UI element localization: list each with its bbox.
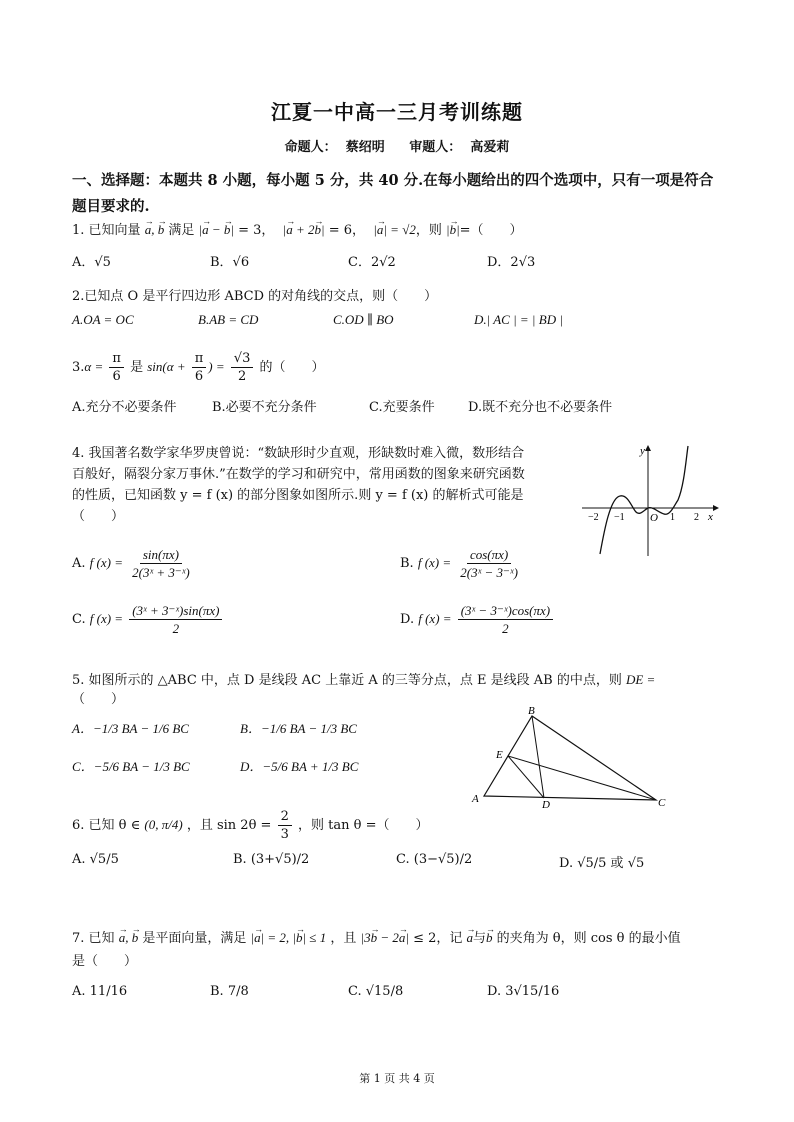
y-axis-label: y [640, 445, 645, 457]
q6-option-a[interactable]: A. √5/5 [72, 852, 119, 867]
question-1-stem: 1. 已知向量 → a, → b 满足 |→ a − → b| = 3， |→ a + 2→ b| = 6， |→ a| = √2，则 |→ b|=（ ） [72, 220, 523, 241]
q7-option-b[interactable]: B. 7/8 [210, 984, 249, 999]
q7-option-a[interactable]: A. 11/16 [72, 984, 128, 999]
page-title: 江夏一中高一三月考训练题 [271, 100, 523, 124]
q1-option-c[interactable]: C．2√2 [348, 255, 396, 270]
q4-line-1: 4. 我国著名数学家华罗庚曾说：“数缺形时少直观，形缺数时难入微，数形结合 [72, 446, 525, 461]
q5-option-d[interactable]: D．−5/6 BA + 1/3 BC [240, 759, 359, 774]
q2-option-b[interactable]: B.AB = CD [198, 312, 259, 327]
question-3-stem: 3.α = $\frac{\pi}{6}$ 是 sin(α + $\frac{\pi}{6}$ ) = $\frac{√3}{2}$ 的（ ） [72, 351, 325, 384]
tick-2: 2 [694, 512, 699, 523]
tick-neg1: −1 [614, 512, 625, 523]
q6-option-c[interactable]: C. (3−√5)/2 [396, 852, 473, 867]
q1-option-a[interactable]: A．√5 [72, 255, 111, 270]
q2-option-c[interactable]: C.OD ∥ BO [333, 312, 394, 327]
q5-line-2: （ ） [72, 692, 125, 707]
reviewer: 审题人： 高爱莉 [409, 140, 510, 155]
q4-line-3: 的性质，已知函数 y = f (x) 的部分图象如图所示.则 y = f (x) 的解析式可能是 [72, 488, 524, 503]
q7-option-d[interactable]: D. 3√15/16 [487, 984, 560, 999]
q6-option-d[interactable]: D. √5/5 或 √5 [559, 856, 645, 871]
q3-option-c[interactable]: C.充要条件 [369, 400, 435, 415]
segment-ec [508, 756, 656, 800]
q3-option-a[interactable]: A.充分不必要条件 [72, 400, 177, 415]
tick-neg2: −2 [588, 512, 599, 523]
question-2-stem: 2.已知点 O 是平行四边形 ABCD 的对角线的交点，则（ ） [72, 289, 438, 304]
function-curve [600, 446, 688, 554]
origin-label: O [650, 512, 658, 524]
q7-line-1: 7. 已知 → a, → b 是平面向量，满足 |→ a| = 2, |→ b| ≤ 1 ，且 |3→ b − 2→ a| ≤ 2，记 → a与→ b 的夹角为 θ，则 cos θ 的最小值 [72, 928, 681, 949]
q4-function-graph [578, 440, 726, 562]
q3-option-d[interactable]: D.既不充分也不必要条件 [468, 400, 613, 415]
point-e-label: E [496, 749, 503, 761]
q4-option-d[interactable]: D. f (x) = $\frac{\text{(3ˣ − 3⁻ˣ)cos(πx)}}{2}$ [400, 602, 555, 637]
q5-triangle-figure [470, 706, 670, 810]
q7-option-c[interactable]: C. √15/8 [348, 984, 404, 999]
q4-option-a[interactable]: A. f (x) = $\frac{\sin(\pi x)}{\text{2(3ˣ + 3⁻ˣ)}}$ [72, 547, 190, 580]
question-6-stem: 6. 已知 θ ∈ (0, π/4) ，且 sin 2θ = $\frac{2}{3}$ ，则 tan θ =（ ） [72, 809, 429, 842]
q5-line-1: 5. 如图所示的 △ABC 中，点 D 是线段 AC 上靠近 A 的三等分点，点 E 是线段 AB 的中点，则 DE = [72, 672, 656, 688]
setter: 命题人： 蔡绍明 [284, 140, 385, 155]
q2-option-a[interactable]: A.OA = OC [72, 312, 134, 327]
q1-option-d[interactable]: D．2√3 [487, 255, 536, 270]
q5-option-a[interactable]: A．−1/3 BA − 1/6 BC [72, 721, 189, 736]
q4-option-b[interactable]: B. f (x) = $\frac{\cos(\pi x)}{\text{2(3ˣ − 3⁻ˣ)}}$ [400, 547, 518, 580]
page-footer: 第 1 页 共 4 页 [359, 1072, 435, 1085]
x-axis-label: x [708, 511, 713, 523]
q5-option-c[interactable]: C．−5/6 BA − 1/3 BC [72, 759, 190, 774]
point-a-label: A [472, 793, 479, 805]
q6-option-b[interactable]: B. (3+√5)/2 [233, 852, 310, 867]
q4-line-2: 百般好，隔裂分家万事休.”在数学的学习和研究中，常用函数的图象来研究函数 [72, 467, 525, 482]
q5-option-b[interactable]: B．−1/6 BA − 1/3 BC [240, 721, 357, 736]
q7-line-2: 是（ ） [72, 954, 138, 969]
q4-option-c[interactable]: C. f (x) = $\frac{\text{(3ˣ + 3⁻ˣ)sin(πx)}}{2}$ [72, 602, 224, 637]
point-d-label: D [542, 799, 550, 810]
authors-line [0, 136, 794, 155]
q1-option-b[interactable]: B．√6 [210, 255, 250, 270]
point-b-label: B [528, 706, 535, 717]
tick-1: 1 [670, 512, 675, 523]
point-c-label: C [658, 797, 666, 809]
q4-line-4: （ ） [72, 509, 125, 524]
q3-option-b[interactable]: B.必要不充分条件 [212, 400, 317, 415]
q2-option-d[interactable]: D.| AC | = | BD | [474, 312, 563, 327]
section-heading: 一、选择题：本题共 8 小题，每小题 5 分，共 40 分.在每小题给出的四个选项中，只有一项是符合题目要求的. [72, 172, 714, 215]
